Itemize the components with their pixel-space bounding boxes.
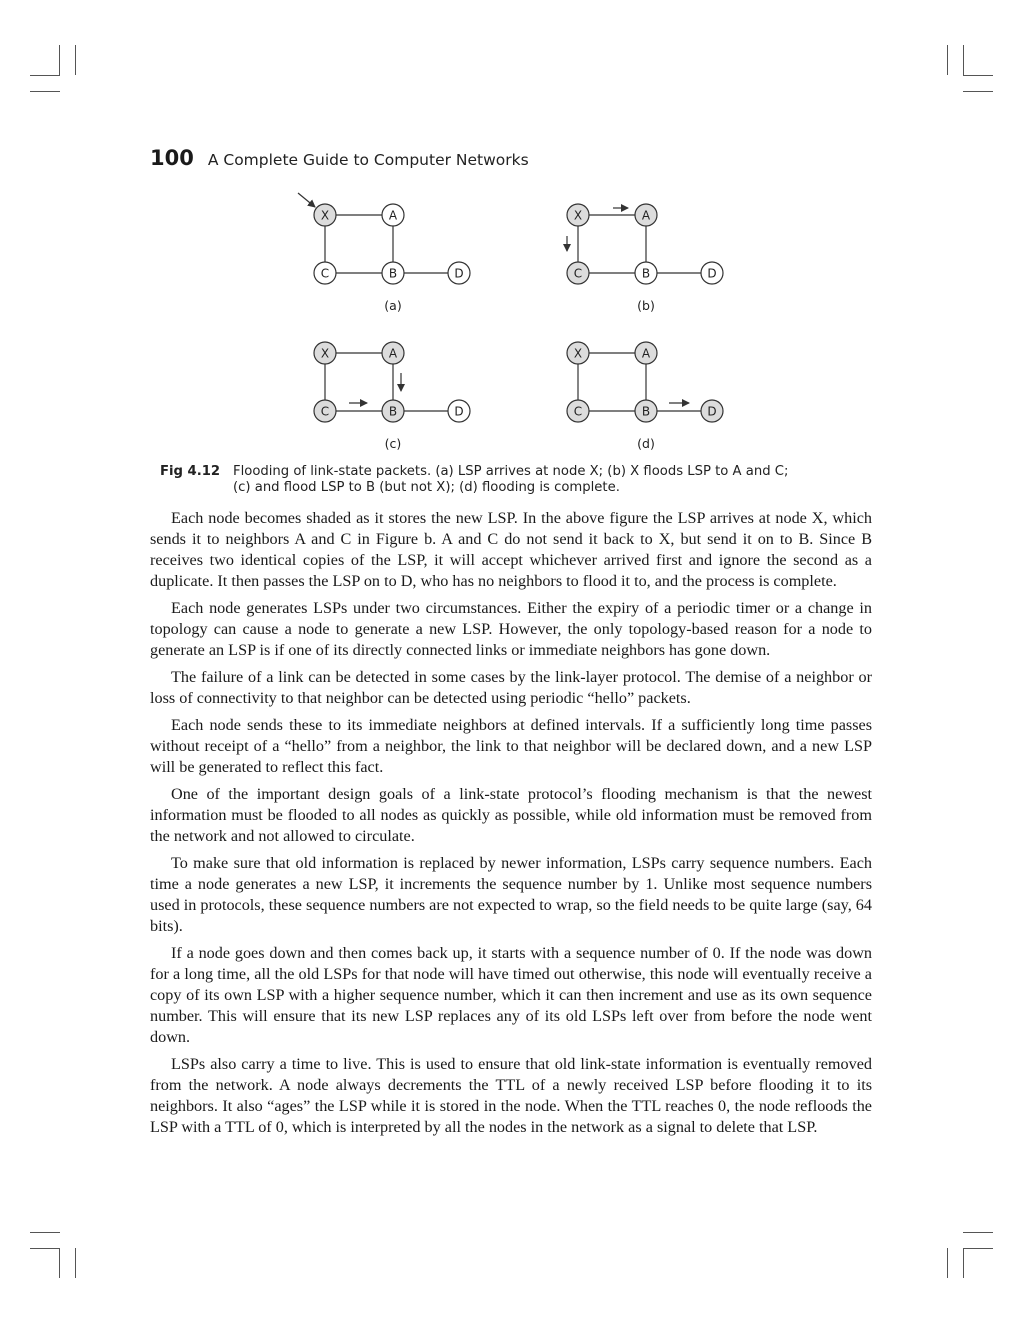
crop-mark-bottom-right-h2 [963,1248,993,1249]
caption-text [233,464,853,496]
book-title: A Complete Guide to Computer Networks [207,151,529,169]
paragraph: Each node generates LSPs under two circumstances. Either the expiry of a periodic timer or a change in topology can cause a node to generate a new LSP. However, the only topology-based reason for a node to generate an LSP is if one of its directly connected links or immediate neighbors has gone down. [150,599,872,659]
node-label: D [707,404,717,419]
caption-label: Fig 4.12 [160,464,221,479]
paragraph: The failure of a link can be detected in some cases by the link-layer protocol. The demise of a neighbor or loss of connectivity to that neighbor can be detected using periodic “hello” packets. [150,668,872,707]
crop-mark-bottom-right-h [963,1232,993,1233]
node-label: A [641,208,651,223]
paragraph: LSPs also carry a time to live. This is used to ensure that old link-state information is eventually removed from the network. A node always decrements the TTL of a newly received LSP before flooding it to its neighbors. It also “ages” the LSP while it is stored in the node. When the TTL reaches 0, the node refloods the LSP with a TTL of 0, which is interpreted by all the nodes in the network as a signal to delete that LSP. [150,1055,872,1136]
caption-line-2: (c) and flood LSP to B (but not X); (d) flooding is complete. [233,480,620,495]
node-label: C [320,404,330,419]
caption-line-1: Flooding of link-state packets. (a) LSP arrives at node X; (b) X floods LSP to A and C; [233,464,789,479]
node-label: B [641,266,651,281]
figure-panels [298,193,723,451]
node-label: D [707,266,717,281]
node-label: D [454,266,464,281]
node-label: C [573,404,583,419]
crop-mark-bottom-right-v [947,1248,948,1278]
panel-label: (d) [637,436,655,451]
node-label: B [388,266,398,281]
node-label: A [641,346,651,361]
crop-mark-bottom-right-v2 [963,1248,964,1278]
node-label: A [388,346,398,361]
crop-mark-bottom-left-v [59,1248,60,1278]
panel-label: (b) [637,298,655,313]
panel-label: (a) [384,298,402,313]
paragraph: To make sure that old information is replaced by newer information, LSPs carry sequence numbers. Each time a node generates a new LSP, it increments the sequence number by 1. Unlike most sequence numbers used in protocols, these sequence numbers are not expected to wrap, so the field needs to be quite large (say, 64 bits). [150,854,872,935]
node-label: C [320,266,330,281]
crop-mark-bottom-left-h2 [30,1248,60,1249]
node-label: B [641,404,651,419]
paragraph: If a node goes down and then comes back up, it starts with a sequence number of 0. If the node was down for a long time, all the old LSPs for that node will have timed out otherwise, this node will eventually receive a copy of its own LSP with a higher sequence number, which it can then increment and use as its own sequence number. This will ensure that its new LSP replaces any of its old LSPs left over from before the node went down. [150,944,872,1046]
node-label: D [454,404,464,419]
flooding-figure [0,0,1023,460]
node-label: C [573,266,583,281]
flood-arrow [298,193,315,207]
paragraph: One of the important design goals of a link-state protocol’s flooding mechanism is that the newest information must be flooded to all nodes as quickly as possible, while old information must be removed from the network and not allowed to circulate. [150,785,872,845]
network-panel [567,342,723,451]
network-panel [567,204,723,313]
crop-mark-bottom-left-v2 [75,1248,76,1278]
node-label: X [573,208,583,223]
node-label: A [388,208,398,223]
node-label: X [320,208,330,223]
node-label: B [388,404,398,419]
crop-mark-bottom-left-h [30,1232,60,1233]
paragraph: Each node sends these to its immediate neighbors at defined intervals. If a sufficiently long time passes without receipt of a “hello” from a neighbor, the link to that neighbor will be declared down, and a new LSP will be generated to reflect this fact. [150,716,872,776]
network-panel [298,193,470,313]
body-text [150,508,872,1144]
network-panel [314,342,470,451]
page-number: 100 [150,146,194,170]
panel-label: (c) [384,436,402,451]
paragraph: Each node becomes shaded as it stores the new LSP. In the above figure the LSP arrives at node X, which sends it to neighbors A and C in Figure b. A and C do not send it back to X, but send it on to B. Since B receives two identical copies of the LSP, it will accept whichever arrived first and ignore the second as a duplicate. It then passes the LSP on to D, who has no neighbors to flood it to, and the process is complete. [150,509,872,590]
node-label: X [573,346,583,361]
node-label: X [320,346,330,361]
